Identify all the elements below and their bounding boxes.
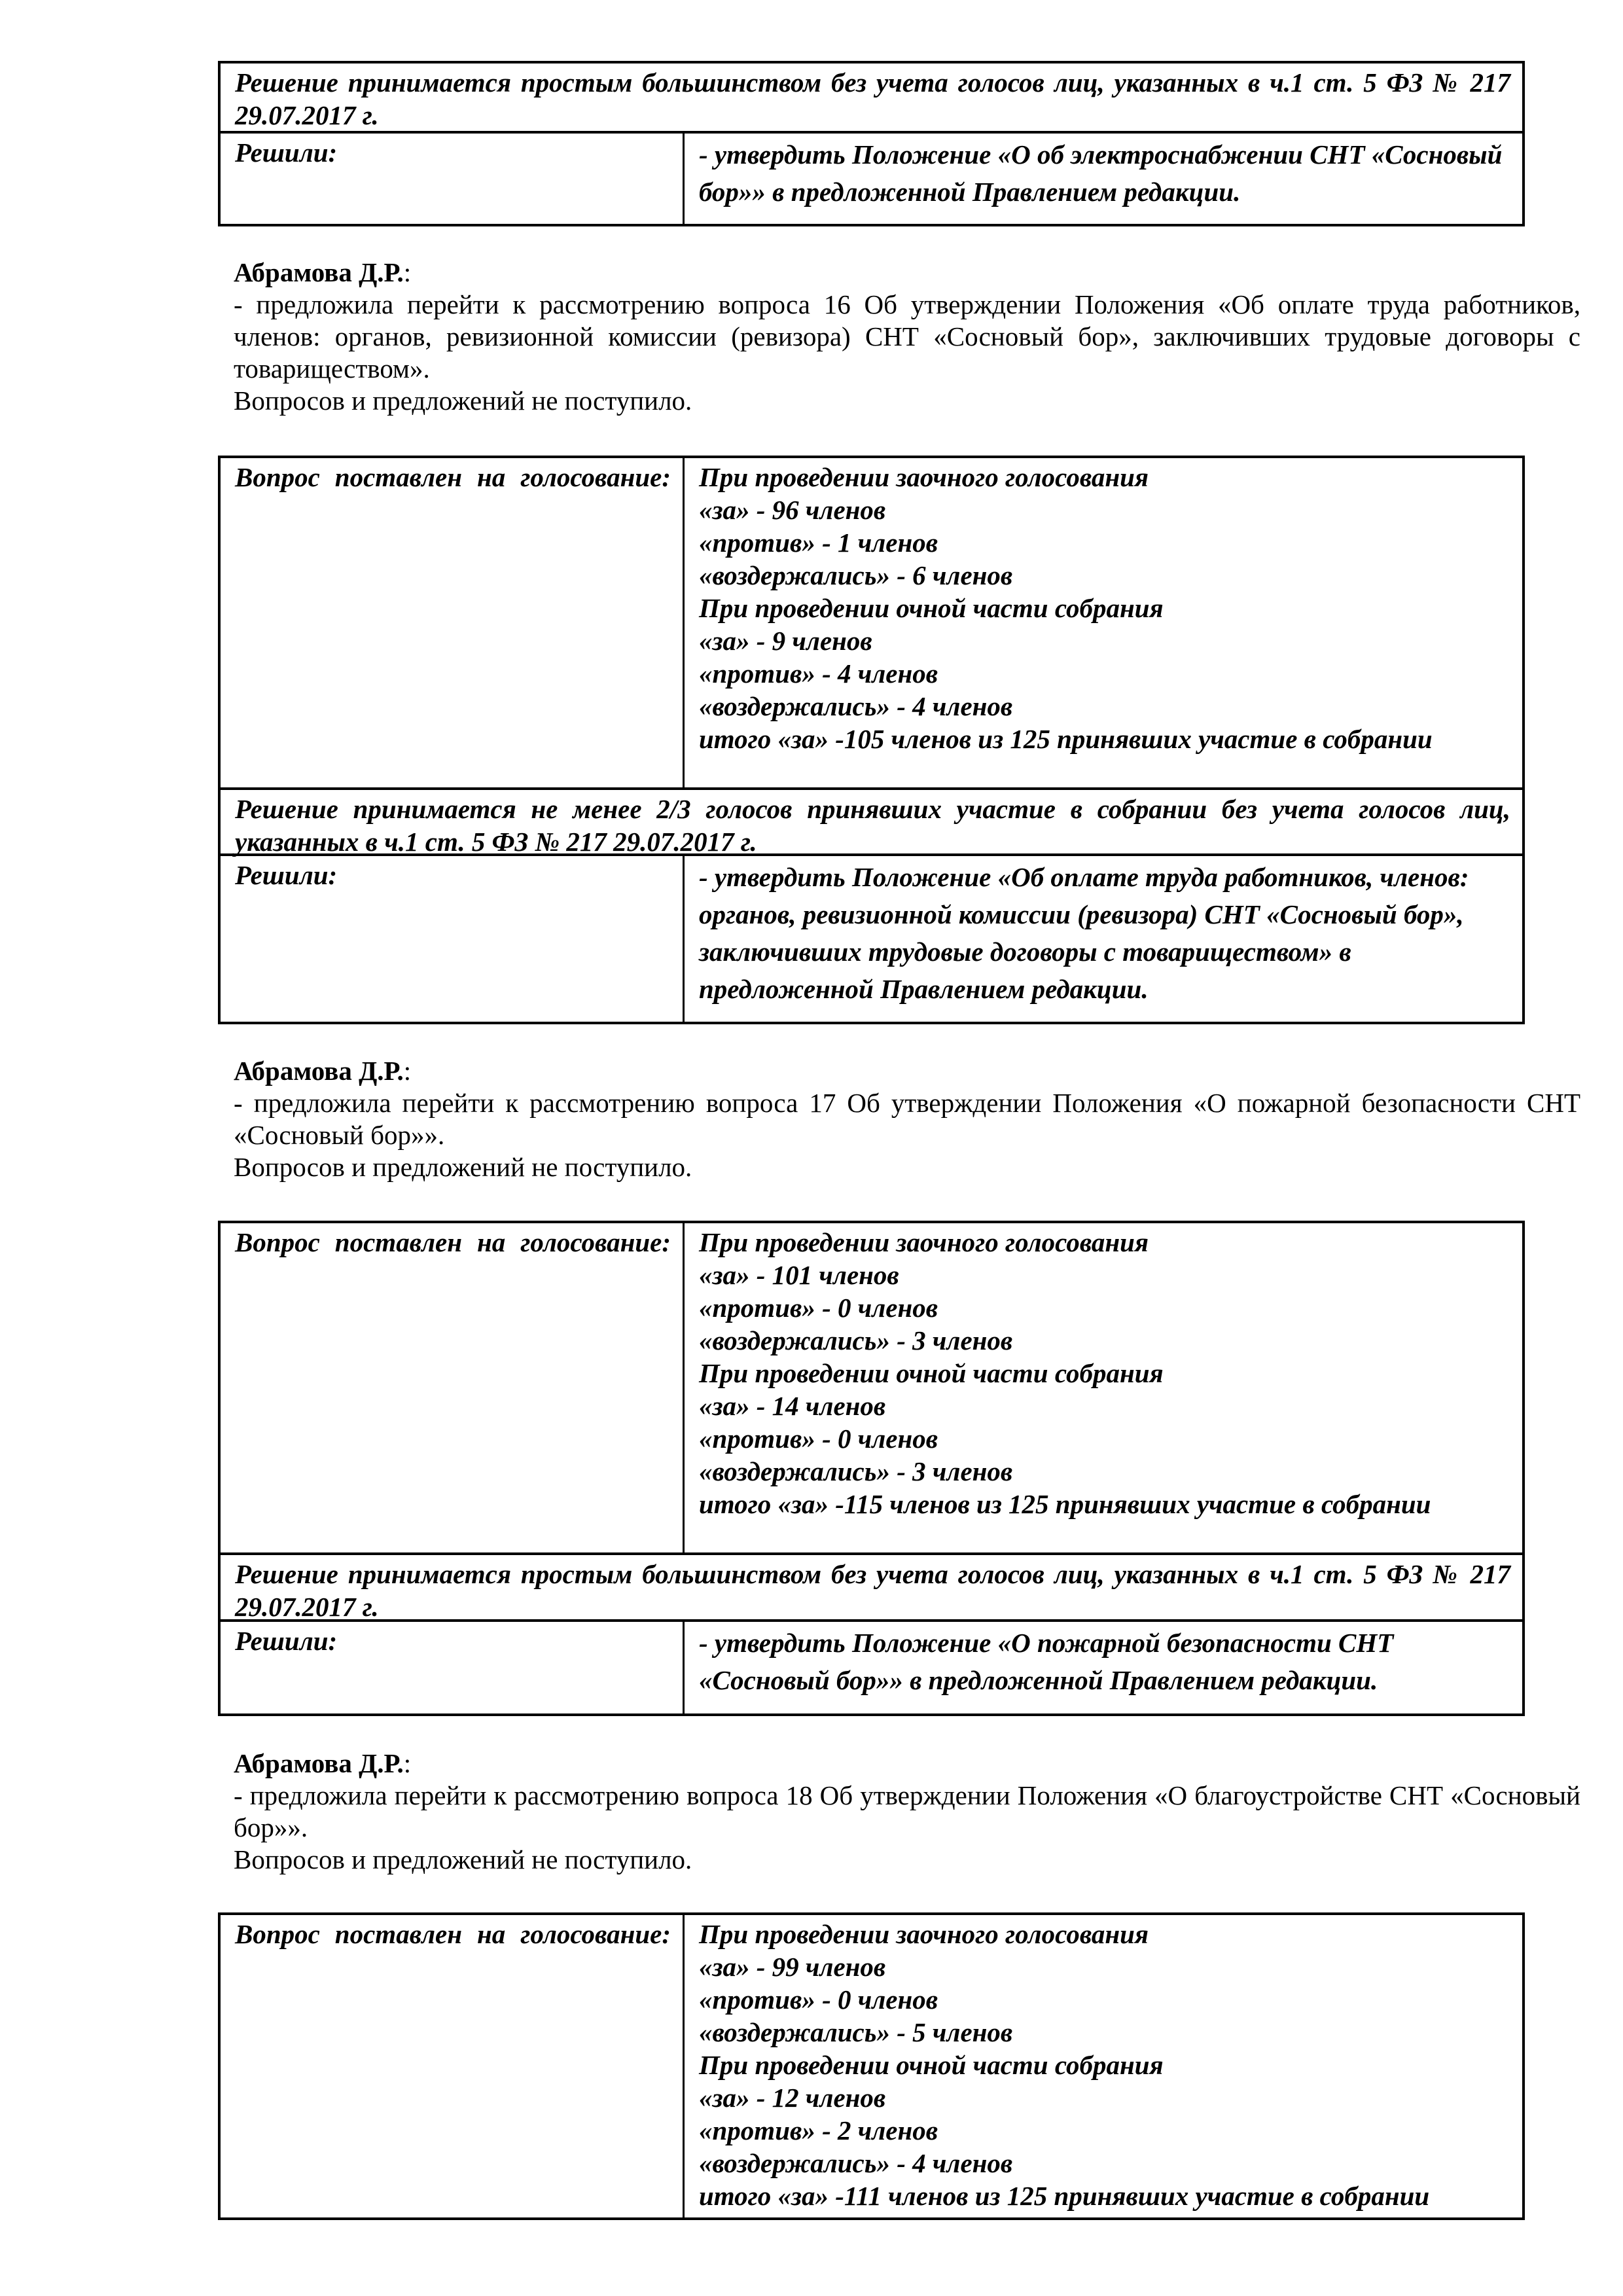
vote-total: итого «за» -111 членов из 125 принявших участие в собрании xyxy=(699,2181,1430,2211)
vote-table-item16 xyxy=(218,456,1525,1024)
vote-label: Вопрос поставлен на голосование: xyxy=(221,458,685,787)
absentee-abstained: «воздержались» - 5 членов xyxy=(699,2017,1013,2047)
decision-rule-row xyxy=(221,63,1522,131)
decided-label: Решили: xyxy=(221,1622,685,1713)
decision-rule-row xyxy=(221,1552,1522,1622)
inperson-header: При проведении очной части собрания xyxy=(699,593,1164,623)
absentee-for: «за» - 96 членов xyxy=(699,495,886,525)
inperson-abstained: «воздержались» - 4 членов xyxy=(699,691,1013,721)
absentee-for: «за» - 101 членов xyxy=(699,1260,899,1290)
vote-table-item18 xyxy=(218,1912,1525,2220)
speaker-name: Абрамова Д.Р.: xyxy=(234,1056,412,1086)
vote-label: Вопрос поставлен на голосование: xyxy=(221,1915,685,2217)
inperson-header: При проведении очной части собрания xyxy=(699,1358,1164,1388)
absentee-header: При проведении заочного голосования xyxy=(699,462,1149,492)
decided-row xyxy=(221,853,1522,1022)
proposal-text: - предложила перейти к рассмотрению вопроса 17 Об утверждении Положения «О пожарной безопасности СНТ «Сосновый бор»». xyxy=(234,1088,1580,1150)
no-questions-note: Вопросов и предложений не поступило. xyxy=(234,386,692,416)
decision-rule: Решение принимается не менее 2/3 голосов принявших участие в собрании без учета голосов лиц, указанных в ч.1 ст. 5 ФЗ № 217 29.07.2017 г. xyxy=(235,794,1510,857)
decision-text: - утвердить Положение «О об электроснабжении СНТ «Сосновый бор»» в предложенной Правлением редакции. xyxy=(699,139,1503,207)
decided-label: Решили: xyxy=(221,134,685,226)
absentee-abstained: «воздержались» - 3 членов xyxy=(699,1325,1013,1355)
vote-results xyxy=(685,1223,1522,1552)
inperson-for: «за» - 9 членов xyxy=(699,626,872,656)
proposal-text: - предложила перейти к рассмотрению вопроса 18 Об утверждении Положения «О благоустройстве СНТ «Сосновый бор»». xyxy=(234,1780,1580,1842)
speaker-name: Абрамова Д.Р.: xyxy=(234,1748,412,1778)
decision-text: - утвердить Положение «Об оплате труда работников, членов: органов, ревизионной комиссии (ревизора) СНТ «Сосновый бор», заключивших трудовые договоры с товариществом» в предложенной Правлением редакции. xyxy=(699,862,1469,1004)
vote-total: итого «за» -105 членов из 125 принявших участие в собрании xyxy=(699,724,1433,754)
inperson-for: «за» - 14 членов xyxy=(699,1391,886,1421)
inperson-abstained: «воздержались» - 4 членов xyxy=(699,2148,1013,2178)
item18-discussion xyxy=(234,1748,1580,1876)
absentee-against: «против» - 0 членов xyxy=(699,1984,938,2015)
speaker-name: Абрамова Д.Р.: xyxy=(234,257,412,287)
vote-row xyxy=(221,458,1522,787)
absentee-against: «против» - 0 членов xyxy=(699,1293,938,1323)
absentee-against: «против» - 1 членов xyxy=(699,528,938,558)
vote-row xyxy=(221,1915,1522,2217)
absentee-abstained: «воздержались» - 6 членов xyxy=(699,560,1013,590)
vote-row xyxy=(221,1223,1522,1552)
vote-results xyxy=(685,458,1522,787)
no-questions-note: Вопросов и предложений не поступило. xyxy=(234,1152,692,1182)
absentee-header: При проведении заочного голосования xyxy=(699,1227,1149,1257)
inperson-for: «за» - 12 членов xyxy=(699,2083,886,2113)
decision-text: - утвердить Положение «О пожарной безопасности СНТ «Сосновый бор»» в предложенной Правлением редакции. xyxy=(699,1628,1394,1695)
inperson-header: При проведении очной части собрания xyxy=(699,2050,1164,2080)
inperson-against: «против» - 4 членов xyxy=(699,658,938,689)
vote-total: итого «за» -115 членов из 125 принявших участие в собрании xyxy=(699,1489,1431,1519)
item17-discussion xyxy=(234,1055,1580,1183)
inperson-against: «против» - 2 членов xyxy=(699,2115,938,2145)
decision-table-electricity xyxy=(218,61,1525,226)
absentee-for: «за» - 99 членов xyxy=(699,1952,886,1982)
vote-label: Вопрос поставлен на голосование: xyxy=(221,1223,685,1552)
decided-row xyxy=(221,1619,1522,1713)
decision-rule-row xyxy=(221,787,1522,857)
decision-rule: Решение принимается простым большинством без учета голосов лиц, указанных в ч.1 ст. 5 ФЗ № 217 29.07.2017 г. xyxy=(235,1559,1510,1622)
decision-rule: Решение принимается простым большинством без учета голосов лиц, указанных в ч.1 ст. 5 ФЗ № 217 29.07.2017 г. xyxy=(235,67,1510,130)
vote-table-item17 xyxy=(218,1221,1525,1716)
inperson-against: «против» - 0 членов xyxy=(699,1424,938,1454)
vote-results xyxy=(685,1915,1522,2217)
no-questions-note: Вопросов и предложений не поступило. xyxy=(234,1844,692,1874)
inperson-abstained: «воздержались» - 3 членов xyxy=(699,1456,1013,1486)
absentee-header: При проведении заочного голосования xyxy=(699,1919,1149,1949)
proposal-text: - предложила перейти к рассмотрению вопроса 16 Об утверждении Положения «Об оплате труда работников, членов: органов, ревизионной комиссии (ревизора) СНТ «Сосновый бор», заключивших трудовые договоры с товариществом». xyxy=(234,289,1580,384)
item16-discussion xyxy=(234,257,1580,417)
decided-row xyxy=(221,131,1522,226)
decided-label: Решили: xyxy=(221,856,685,1022)
